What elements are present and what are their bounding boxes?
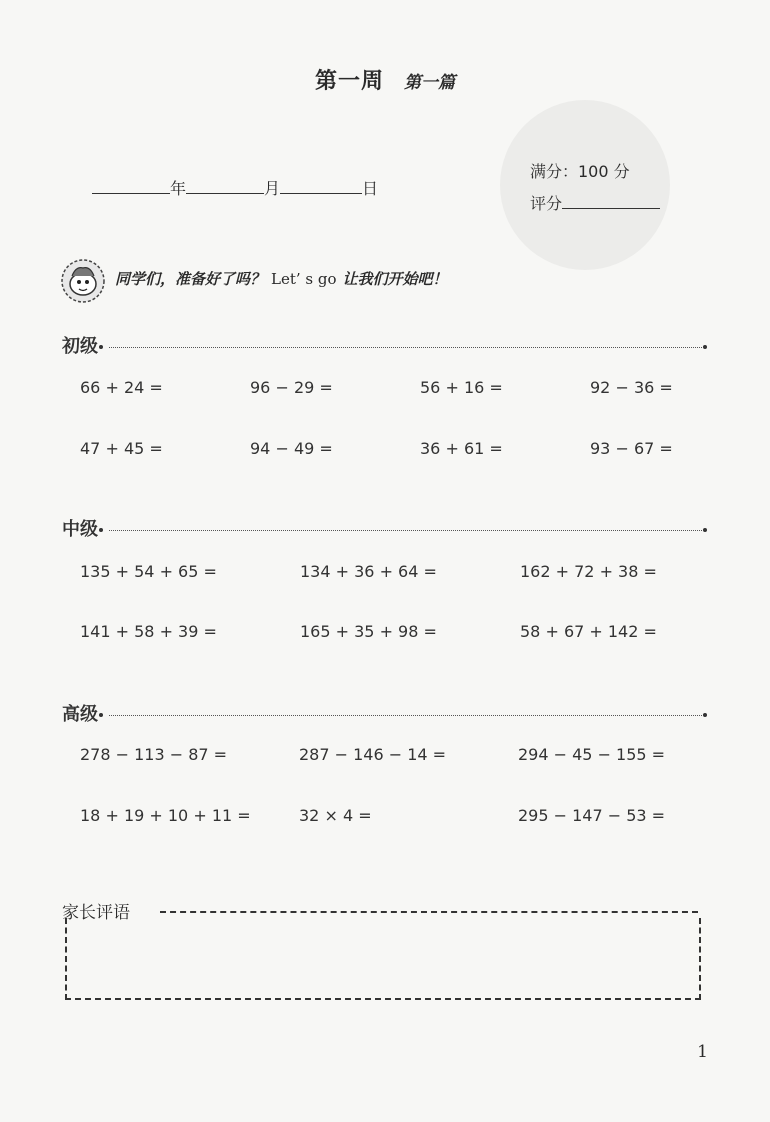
section-divider [109, 530, 702, 531]
problem: 96 − 29 = [250, 378, 333, 397]
problem: 94 − 49 = [250, 439, 333, 458]
problem: 47 + 45 = [80, 439, 163, 458]
problem: 32 × 4 = [299, 806, 372, 825]
full-score-label: 满分：100 分 [530, 162, 630, 181]
section-dot [703, 528, 707, 532]
section-label: 初级 [62, 336, 98, 357]
week-title: 第一周 [314, 69, 384, 94]
greeting-part2: 让我们开始吧！ [342, 270, 448, 288]
problem: 278 − 113 − 87 = [80, 745, 228, 764]
section-dot [99, 528, 103, 532]
problem: 141 + 58 + 39 = [80, 622, 217, 641]
problem: 287 − 146 − 14 = [299, 745, 447, 764]
problem: 135 + 54 + 65 = [80, 562, 217, 581]
month-blank[interactable] [186, 179, 264, 194]
section-dot [703, 713, 707, 717]
score-area [530, 156, 660, 220]
problem: 294 − 45 − 155 = [518, 745, 666, 764]
page-number: 1 [697, 1042, 708, 1062]
section-divider [109, 715, 702, 716]
mascot-icon [60, 258, 106, 304]
score-label: 评分 [530, 194, 563, 213]
section-advanced-header [62, 700, 707, 726]
greeting-part1: 同学们，准备好了吗？ [115, 270, 266, 288]
day-label: 日 [362, 179, 379, 198]
greeting-text [115, 268, 448, 289]
section-intermediate-header [62, 515, 707, 541]
parent-comment-label: 家长评语 [62, 903, 130, 923]
year-blank[interactable] [92, 179, 170, 194]
date-row [92, 176, 378, 199]
section-dot [703, 345, 707, 349]
problem: 56 + 16 = [420, 378, 503, 397]
page-title [0, 64, 770, 95]
year-label: 年 [170, 179, 187, 198]
section-dot [99, 713, 103, 717]
day-blank[interactable] [280, 179, 362, 194]
section-label: 高级 [62, 704, 98, 725]
problem: 93 − 67 = [590, 439, 673, 458]
problem: 58 + 67 + 142 = [520, 622, 657, 641]
parent-comment-box[interactable] [65, 918, 701, 1000]
section-beginner-header [62, 332, 707, 358]
section-divider [109, 347, 702, 348]
section-label: 中级 [62, 519, 98, 540]
score-blank[interactable] [562, 194, 660, 209]
comment-label-line [160, 911, 698, 913]
problem: 134 + 36 + 64 = [300, 562, 437, 581]
problem: 36 + 61 = [420, 439, 503, 458]
problem: 66 + 24 = [80, 378, 163, 397]
problem: 165 + 35 + 98 = [300, 622, 437, 641]
greeting-english: Let’ s go [271, 270, 337, 288]
problem: 18 + 19 + 10 + 11 = [80, 806, 251, 825]
problem: 92 − 36 = [590, 378, 673, 397]
month-label: 月 [264, 179, 281, 198]
problem: 295 − 147 − 53 = [518, 806, 666, 825]
section-dot [99, 345, 103, 349]
problem: 162 + 72 + 38 = [520, 562, 657, 581]
chapter-subtitle: 第一篇 [404, 73, 455, 93]
